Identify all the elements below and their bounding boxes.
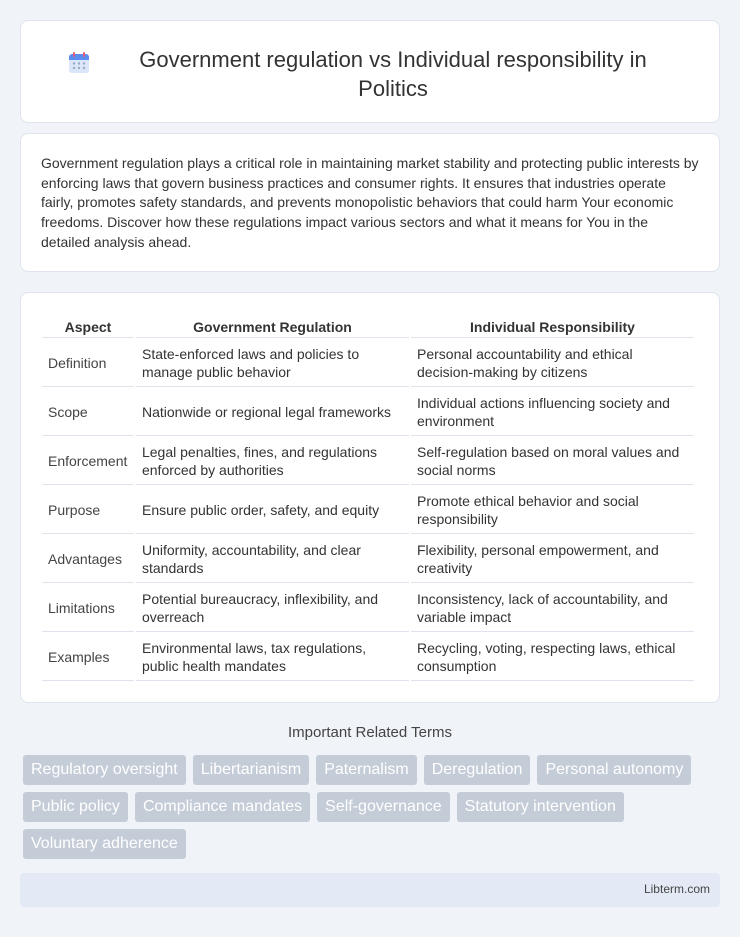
related-term-tag[interactable]: Libertarianism xyxy=(193,755,309,785)
individual-cell: Personal accountability and ethical decision-making by citizens xyxy=(411,340,694,387)
individual-cell: Flexibility, personal empowerment, and creativity xyxy=(411,536,694,583)
individual-cell: Self-regulation based on moral values and social norms xyxy=(411,438,694,485)
calendar-icon xyxy=(67,51,91,75)
comparison-table xyxy=(40,311,696,683)
table-row xyxy=(42,438,694,485)
government-cell: Nationwide or regional legal frameworks xyxy=(136,389,409,436)
header-aspect: Aspect xyxy=(42,313,134,338)
related-terms-list xyxy=(23,755,723,866)
title-card xyxy=(20,20,720,123)
related-term-tag[interactable]: Regulatory oversight xyxy=(23,755,186,785)
intro-paragraph: Government regulation plays a critical role in maintaining market stability and protecting public interests by enforcing laws that govern business practices and consumer rights. It ensures that industries operate fairly, promotes safety standards, and prevents monopolistic behaviors that could harm Your economic freedoms. Discover how these regulations impact various sectors and what it means for You in the detailed analysis ahead. xyxy=(41,155,699,250)
table-row xyxy=(42,536,694,583)
government-cell: Ensure public order, safety, and equity xyxy=(136,487,409,534)
individual-cell: Recycling, voting, respecting laws, ethical consumption xyxy=(411,634,694,681)
government-cell: Potential bureaucracy, inflexibility, and overreach xyxy=(136,585,409,632)
related-term-tag[interactable]: Public policy xyxy=(23,792,128,822)
government-cell: Uniformity, accountability, and clear standards xyxy=(136,536,409,583)
table-row xyxy=(42,585,694,632)
table-row xyxy=(42,389,694,436)
related-term-tag[interactable]: Voluntary adherence xyxy=(23,829,186,859)
header-government-regulation: Government Regulation xyxy=(136,313,409,338)
related-terms-heading: Important Related Terms xyxy=(288,724,452,741)
footer-bar xyxy=(20,873,720,907)
related-term-tag[interactable]: Self-governance xyxy=(317,792,450,822)
table-row xyxy=(42,340,694,387)
government-cell: State-enforced laws and policies to manage public behavior xyxy=(136,340,409,387)
aspect-cell: Enforcement xyxy=(42,438,134,485)
aspect-cell: Advantages xyxy=(42,536,134,583)
table-header-row xyxy=(42,313,694,338)
related-term-tag[interactable]: Paternalism xyxy=(316,755,416,785)
page-title: Government regulation vs Individual responsibility in Politics xyxy=(139,47,647,101)
related-term-tag[interactable]: Personal autonomy xyxy=(537,755,691,785)
header-individual-responsibility: Individual Responsibility xyxy=(411,313,694,338)
related-term-tag[interactable]: Statutory intervention xyxy=(457,792,624,822)
related-term-tag[interactable]: Deregulation xyxy=(424,755,531,785)
table-row xyxy=(42,634,694,681)
aspect-cell: Examples xyxy=(42,634,134,681)
individual-cell: Inconsistency, lack of accountability, and variable impact xyxy=(411,585,694,632)
aspect-cell: Definition xyxy=(42,340,134,387)
government-cell: Legal penalties, fines, and regulations enforced by authorities xyxy=(136,438,409,485)
individual-cell: Promote ethical behavior and social responsibility xyxy=(411,487,694,534)
related-term-tag[interactable]: Compliance mandates xyxy=(135,792,310,822)
government-cell: Environmental laws, tax regulations, public health mandates xyxy=(136,634,409,681)
intro-card xyxy=(20,133,720,272)
aspect-cell: Limitations xyxy=(42,585,134,632)
comparison-card xyxy=(20,292,720,703)
aspect-cell: Scope xyxy=(42,389,134,436)
footer-site-link[interactable]: Libterm.com xyxy=(643,882,710,896)
table-row xyxy=(42,487,694,534)
aspect-cell: Purpose xyxy=(42,487,134,534)
individual-cell: Individual actions influencing society and environment xyxy=(411,389,694,436)
title-wrap xyxy=(21,21,719,103)
